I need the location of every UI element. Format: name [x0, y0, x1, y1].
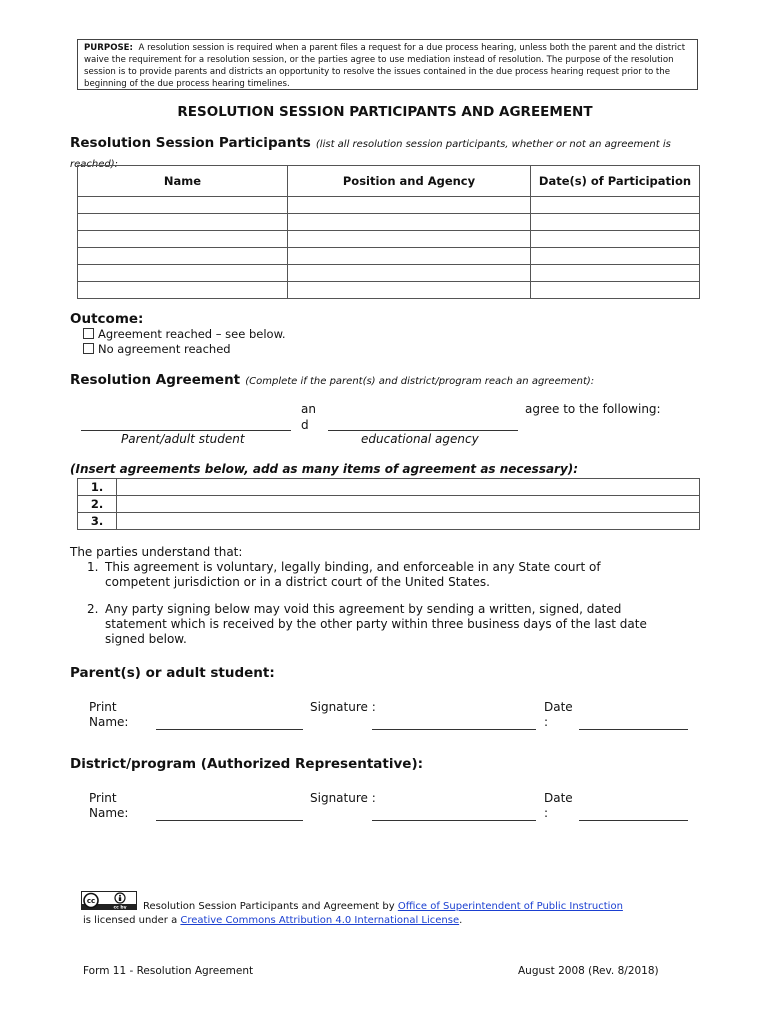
participants-heading: Resolution Session Participants: [70, 135, 311, 151]
col-name: Name: [78, 166, 288, 197]
parent-date-line[interactable]: [579, 729, 688, 730]
signature-label: Signature :: [310, 791, 376, 805]
table-row: [78, 265, 700, 282]
parent-name-line[interactable]: [81, 430, 291, 431]
cc-badge-text: cc by: [113, 905, 127, 909]
license-work: Resolution Session Participants and Agreement by: [143, 901, 395, 912]
date-label: Date :: [544, 700, 573, 729]
parent-print-name-line[interactable]: [156, 729, 303, 730]
table-row: [78, 496, 700, 513]
date-cell[interactable]: [531, 231, 700, 248]
district-section-heading: District/program (Authorized Representative):: [70, 756, 424, 772]
license-link[interactable]: Creative Commons Attribution 4.0 International License: [180, 915, 460, 926]
position-cell[interactable]: [288, 248, 531, 265]
terms-intro: The parties understand that:: [70, 545, 243, 559]
insert-note: (Insert agreements below, add as many items of agreement as necessary):: [70, 462, 579, 476]
table-row: [78, 197, 700, 214]
item-number: 3.: [78, 513, 117, 530]
footer-date: August 2008 (Rev. 8/2018): [518, 965, 659, 977]
position-cell[interactable]: [288, 231, 531, 248]
agreement-heading: Resolution Agreement: [70, 372, 241, 388]
checkbox-icon[interactable]: [83, 343, 94, 354]
cc-by-license-icon[interactable]: [81, 891, 137, 910]
name-cell[interactable]: [78, 265, 288, 282]
table-row: [78, 479, 700, 496]
name-cell[interactable]: [78, 282, 288, 299]
page-title: RESOLUTION SESSION PARTICIPANTS AND AGREEMENT: [177, 104, 593, 120]
table-row: [78, 248, 700, 265]
license-line-2: [83, 915, 462, 926]
and-label: and: [301, 402, 316, 432]
participants-note: (list all resolution session participants, whether or not an agreement is reached):: [70, 139, 671, 170]
position-cell[interactable]: [288, 197, 531, 214]
col-position: Position and Agency: [288, 166, 531, 197]
district-signature-line[interactable]: [372, 820, 536, 821]
license-licensed: is licensed under a: [83, 915, 178, 926]
agency-name-line[interactable]: [328, 430, 518, 431]
table-row: [78, 513, 700, 530]
checkbox-icon[interactable]: [83, 328, 94, 339]
term-number: 1.: [87, 560, 99, 574]
outcome-option-no-agreement[interactable]: [83, 342, 231, 357]
date-cell[interactable]: [531, 197, 700, 214]
position-cell[interactable]: [288, 265, 531, 282]
name-cell[interactable]: [78, 197, 288, 214]
license-period: .: [459, 915, 463, 926]
license-line-1: [143, 901, 623, 912]
item-cell[interactable]: [117, 479, 700, 496]
outcome-option-agreement[interactable]: [83, 327, 286, 342]
parent-section-heading: Parent(s) or adult student:: [70, 665, 275, 681]
term-number: 2.: [87, 602, 99, 616]
item-cell[interactable]: [117, 496, 700, 513]
table-row: [78, 231, 700, 248]
position-cell[interactable]: [288, 214, 531, 231]
option-label: Agreement reached – see below.: [98, 327, 286, 341]
date-cell[interactable]: [531, 248, 700, 265]
purpose-box: [77, 39, 698, 90]
svg-text:cc: cc: [86, 897, 96, 905]
col-dates: Date(s) of Participation: [531, 166, 700, 197]
purpose-text: A resolution session is required when a parent files a request for a due process hearing, unless both the parent and the district waive the requirement for a resolution session, or the parties agree to use mediation instead of resolution. The purpose of the resolution session is to provide parents and districts an opportunity to resolve the issues contained in the due process hearing request prior to the beginning of the due process hearing timelines.: [84, 43, 686, 89]
agreement-note: (Complete if the parent(s) and district/program reach an agreement):: [245, 376, 595, 387]
table-row: [78, 214, 700, 231]
agreement-header: [70, 370, 594, 390]
agree-label: agree to the following:: [525, 402, 661, 416]
print-name-label: Print Name:: [89, 791, 129, 820]
name-cell[interactable]: [78, 214, 288, 231]
date-cell[interactable]: [531, 282, 700, 299]
item-cell[interactable]: [117, 513, 700, 530]
position-cell[interactable]: [288, 282, 531, 299]
name-cell[interactable]: [78, 248, 288, 265]
name-cell[interactable]: [78, 231, 288, 248]
parent-caption: Parent/adult student: [121, 432, 245, 446]
agency-caption: educational agency: [361, 432, 479, 446]
signature-label: Signature :: [310, 700, 376, 714]
parent-signature-line[interactable]: [372, 729, 536, 730]
item-number: 1.: [78, 479, 117, 496]
table-row: [78, 282, 700, 299]
footer-form: Form 11 - Resolution Agreement: [83, 965, 254, 977]
date-label: Date :: [544, 791, 573, 820]
date-cell[interactable]: [531, 265, 700, 282]
participants-table: [77, 165, 700, 299]
date-cell[interactable]: [531, 214, 700, 231]
district-print-name-line[interactable]: [156, 820, 303, 821]
purpose-label: PURPOSE:: [84, 43, 133, 53]
district-date-line[interactable]: [579, 820, 688, 821]
term-item-1: This agreement is voluntary, legally binding, and enforceable in any State court of competent jurisdiction or in a district court of the United States.: [105, 560, 601, 589]
print-name-label: Print Name:: [89, 700, 129, 729]
option-label: No agreement reached: [98, 342, 231, 356]
outcome-heading: Outcome:: [70, 311, 144, 327]
agreement-items-table: [77, 478, 700, 530]
author-link[interactable]: Office of Superintendent of Public Instruction: [397, 901, 623, 912]
term-item-2: Any party signing below may void this agreement by sending a written, signed, dated statement which is received by the other party within three business days of the last date signed below.: [105, 602, 647, 646]
item-number: 2.: [78, 496, 117, 513]
